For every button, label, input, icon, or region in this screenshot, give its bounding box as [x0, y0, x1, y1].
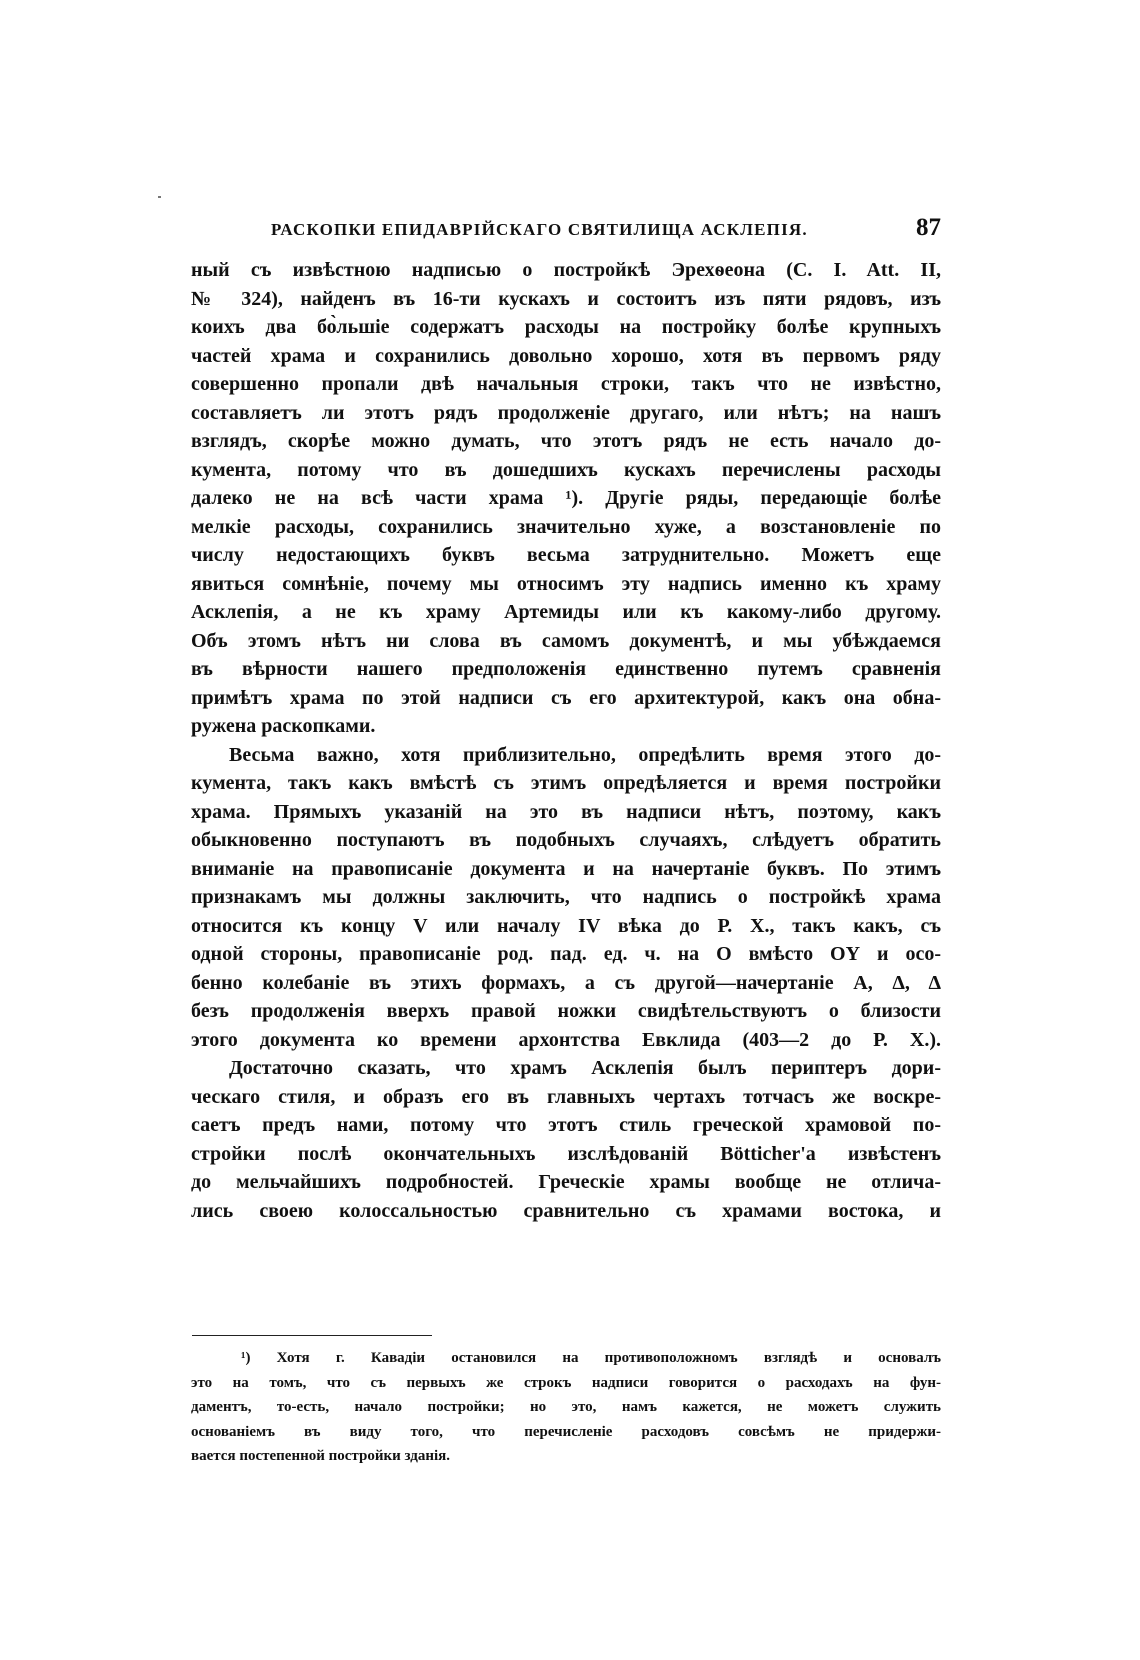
footnote-line: основаніемъ въ виду того, что перечисленіе расходовъ совсѣмъ не придержи- [191, 1423, 941, 1440]
text-line: составляетъ ли этотъ рядъ продолженіе другаго, или нѣтъ; на нашъ [191, 401, 941, 424]
text-line: коихъ два бо̀льшіе содержатъ расходы на постройку болѣе крупныхъ [191, 316, 941, 338]
text-line: стройки послѣ окончательныхъ изслѣдованій Bötticher'а извѣстенъ [191, 1142, 941, 1165]
text-line: ружена раскопками. [191, 715, 376, 737]
text-line: признакамъ мы должны заключить, что надпись о постройкѣ храма [191, 886, 941, 908]
text-line: совершенно пропали двѣ начальныя строки, такъ что не извѣстно, [191, 373, 941, 395]
footnote-line: ¹) Хотя г. Кавадіи остановился на противоположномъ взглядѣ и основалъ [241, 1350, 941, 1366]
text-line: Достаточно сказать, что храмъ Асклепія былъ периптеръ дори- [229, 1057, 941, 1079]
text-line: бенно колебаніе въ этихъ формахъ, а съ другой—начертаніе А, Δ, Δ [191, 971, 941, 994]
main-text [191, 256, 941, 1225]
footnote-divider [192, 1335, 432, 1336]
footnote-line: это на томъ, что съ первыхъ же строкъ надписи говорится о расходахъ на фун- [191, 1374, 941, 1391]
text-line: взглядъ, скорѣе можно думать, что этотъ рядъ не есть начало до- [191, 430, 941, 452]
text-line: Асклепія, а не къ храму Артемиды или къ какому-либо другому. [191, 601, 941, 623]
text-line: мелкіе расходы, сохранились значительно хуже, а возстановленіе по [191, 515, 941, 538]
text-line: одной стороны, правописаніе род. пад. ед. ч. на О вмѣсто ОΥ и осо- [191, 943, 941, 965]
text-line: саетъ предъ нами, потому что этотъ стиль греческой храмовой по- [191, 1114, 941, 1136]
scan-speck [158, 196, 161, 198]
page-number: 87 [916, 214, 941, 241]
text-line: числу недостающихъ буквъ весьма затруднительно. Можетъ еще [191, 544, 941, 566]
footnote-line: даментъ, то-есть, начало постройки; но это, намъ кажется, не можетъ служить [191, 1399, 941, 1415]
footnotes [191, 1346, 941, 1469]
text-line: Объ этомъ нѣтъ ни слова въ самомъ документѣ, и мы убѣждаемся [191, 629, 941, 652]
text-line: этого документа ко времени архонтства Евклида (403—2 до Р. Х.). [191, 1028, 941, 1051]
page-header [271, 214, 941, 250]
text-line: ческаго стиля, и образъ его въ главныхъ чертахъ тотчасъ же воскре- [191, 1085, 941, 1108]
text-line: храма. Прямыхъ указаній на это въ надписи нѣтъ, поэтому, какъ [191, 800, 941, 823]
text-line: обыкновенно поступаютъ въ подобныхъ случаяхъ, слѣдуетъ обратить [191, 829, 941, 851]
text-line: лись своею колоссальностью сравнительно съ храмами востока, и [191, 1199, 941, 1222]
text-line: явиться сомнѣніе, почему мы относимъ эту надпись именно къ храму [191, 572, 941, 595]
text-line: безъ продолженія вверхъ правой ножки свидѣтельствуютъ о близости [191, 1000, 941, 1022]
text-line: кумента, такъ какъ вмѣстѣ съ этимъ опредѣляется и время постройки [191, 772, 941, 794]
text-line: относится къ концу V или началу IV вѣка до Р. Х., такъ какъ, съ [191, 914, 941, 937]
text-line: примѣтъ храма по этой надписи съ его архитектурой, какъ она обна- [191, 686, 941, 709]
text-line: Весьма важно, хотя приблизительно, опредѣлить время этого до- [229, 743, 941, 766]
text-line: вниманіе на правописаніе документа и на начертаніе буквъ. По этимъ [191, 857, 941, 880]
text-line: ный съ извѣстною надписью о постройкѣ Эрехѳеона (C. I. Att. II, [191, 259, 941, 281]
text-line: кумента, потому что въ дошедшихъ кускахъ перечислены расходы [191, 458, 941, 481]
text-line: № 324), найденъ въ 16-ти кускахъ и состоитъ изъ пяти рядовъ, изъ [191, 287, 941, 310]
text-line: далеко не на всѣ части храма ¹). Другіе ряды, передающіе болѣе [191, 487, 941, 509]
footnote-line: вается постепенной постройки зданія. [191, 1448, 451, 1464]
running-title: РАСКОПКИ ЕПИДАВРІЙСКАГО СВЯТИЛИЩА АСКЛЕПІЯ. [271, 220, 808, 239]
text-line: до мельчайшихъ подробностей. Греческіе храмы вообще не отлича- [191, 1171, 941, 1193]
text-line: частей храма и сохранились довольно хорошо, хотя въ первомъ ряду [191, 344, 941, 367]
text-line: въ вѣрности нашего предположенія единственно путемъ сравненія [191, 658, 941, 680]
